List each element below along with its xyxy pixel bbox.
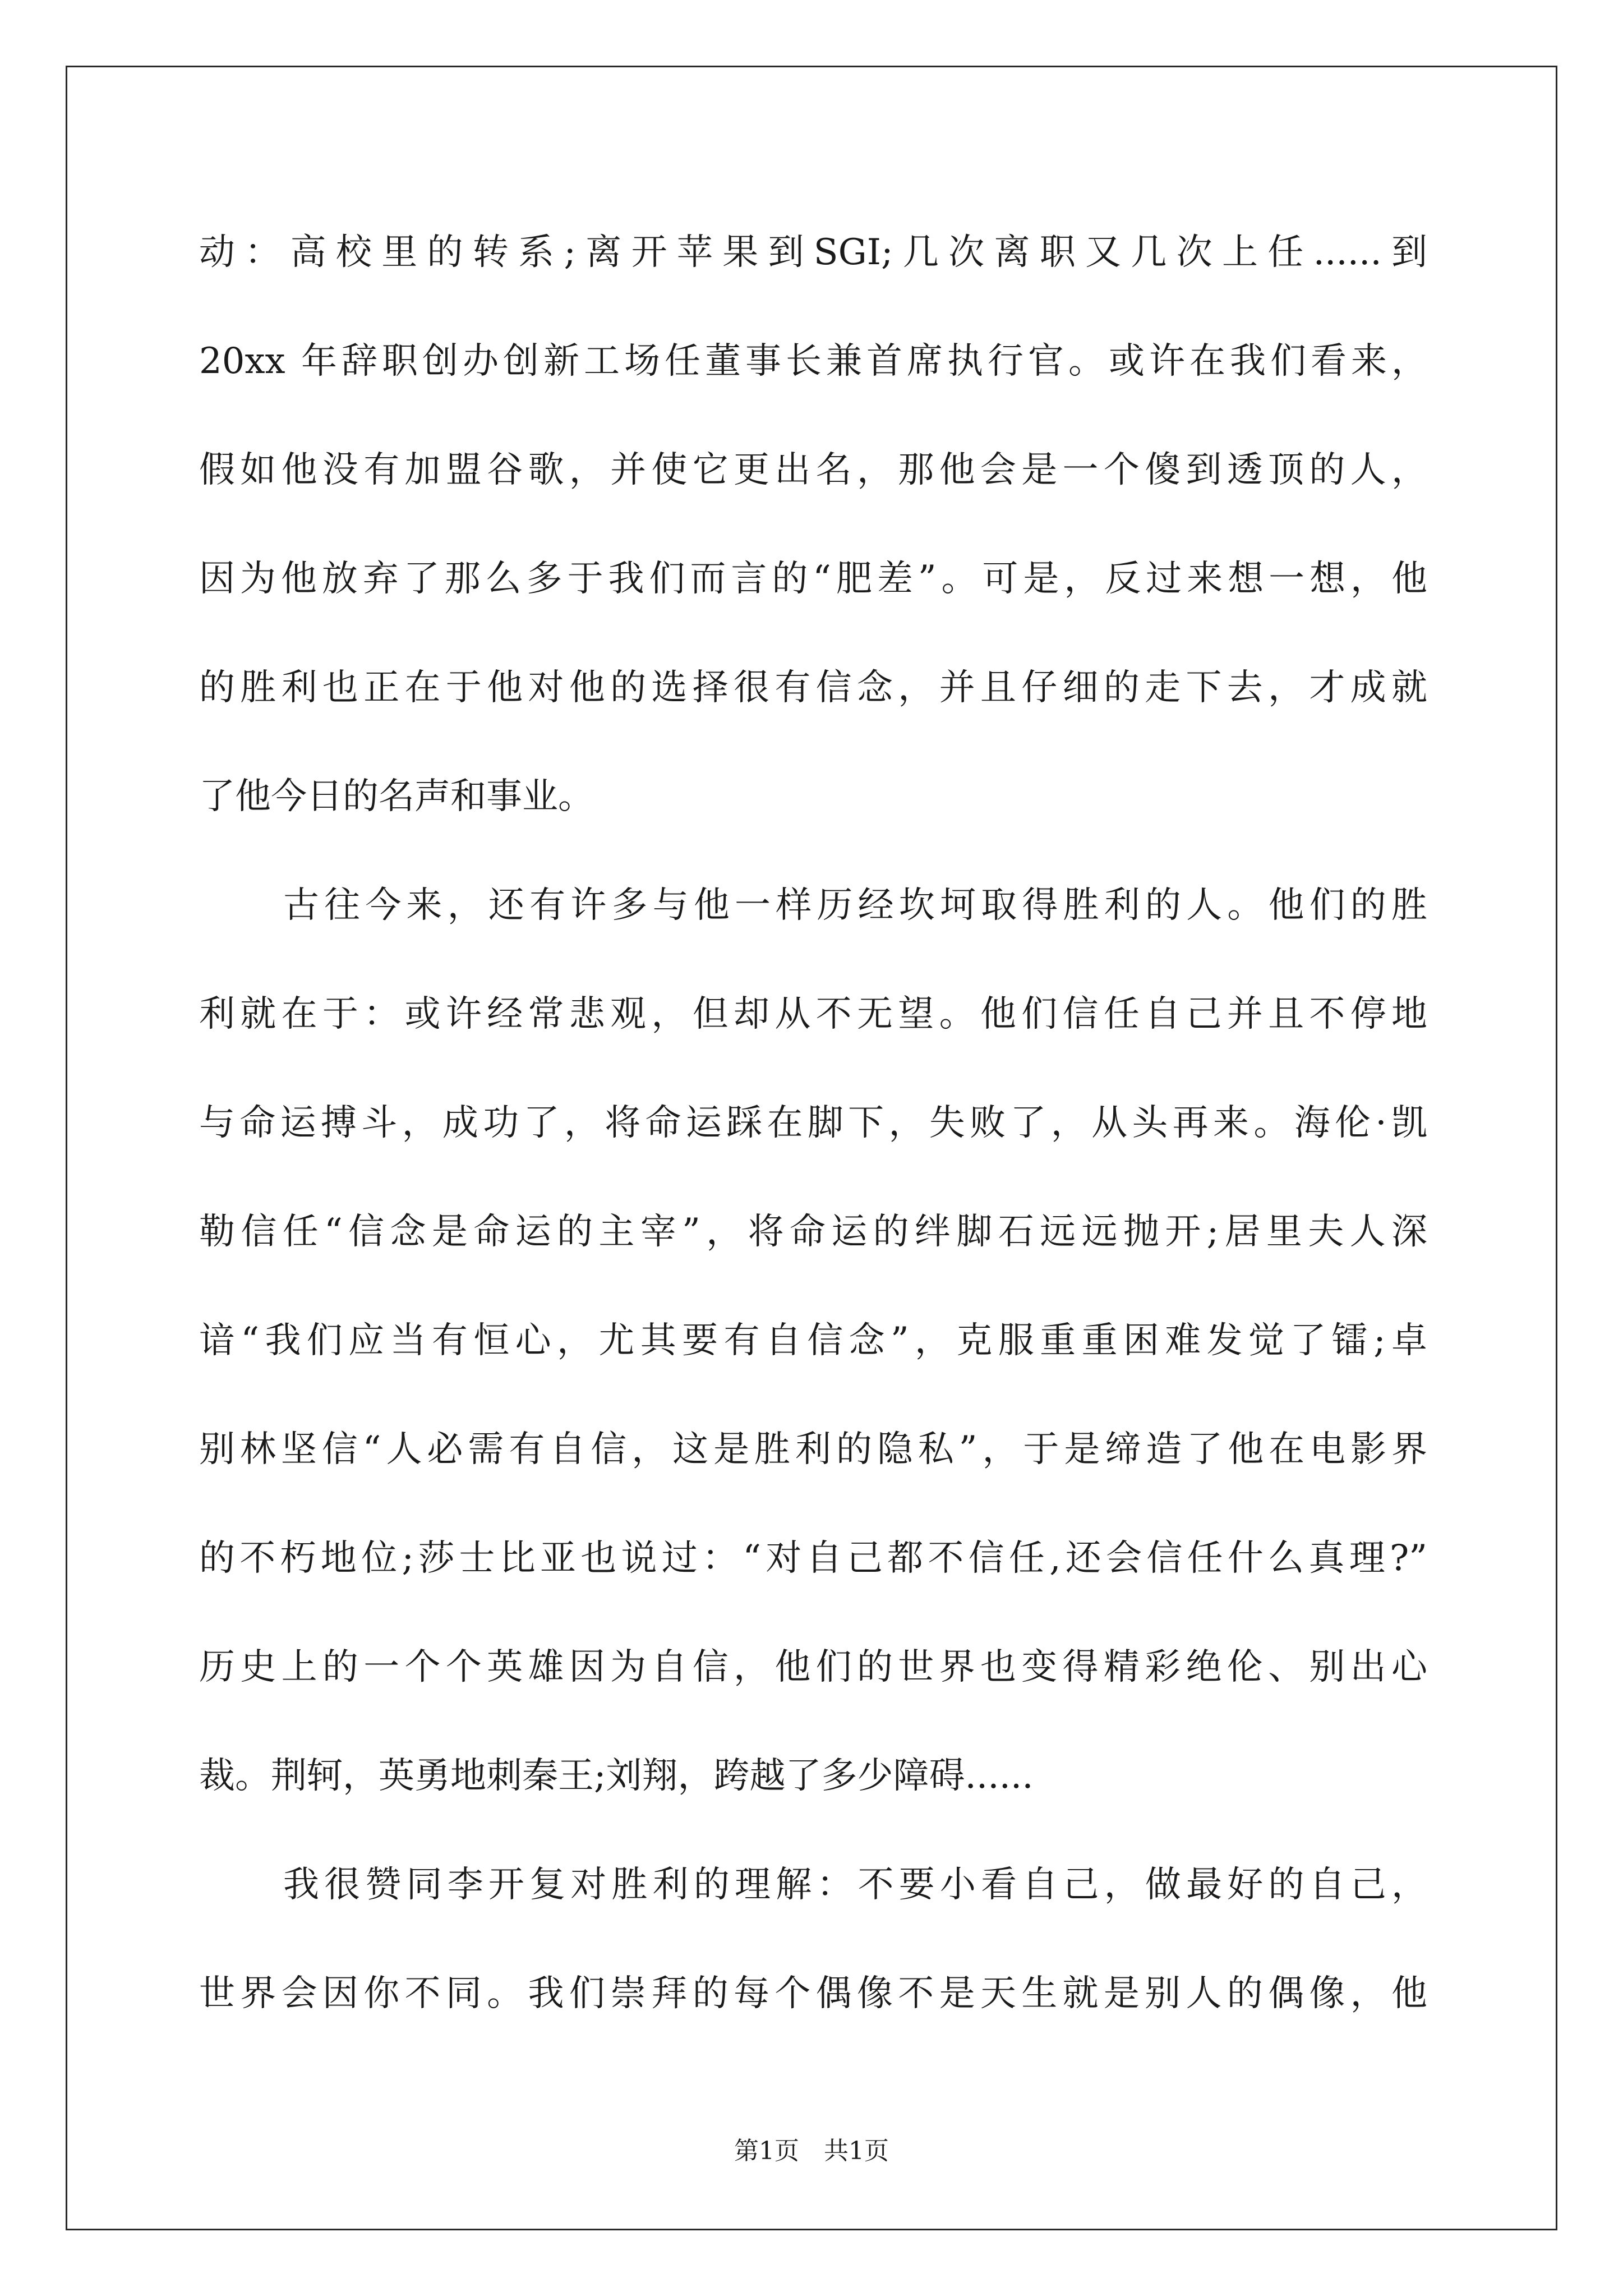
text-line: 的胜利也正在于他对他的选择很有信念，并且仔细的走下去，才成就 xyxy=(199,667,1427,708)
text-line: 我很赞同李开复对胜利的理解：不要小看自己，做最好的自己， xyxy=(283,1864,1427,1906)
document-body xyxy=(199,219,1427,2069)
text-line: 20xx 年辞职创办创新工场任董事长兼首席执行官。或许在我们看来， xyxy=(199,341,1427,382)
text-line: 与命运搏斗，成功了，将命运踩在脚下，失败了，从头再来。海伦·凯 xyxy=(199,1102,1427,1144)
text-line: 动：高校里的转系;离开苹果到SGI;几次离职又几次上任......到 xyxy=(199,232,1427,273)
text-line: 世界会因你不同。我们崇拜的每个偶像不是天生就是别人的偶像，他 xyxy=(199,1973,1427,2014)
text-line: 谙“我们应当有恒心，尤其要有自信念”，克服重重困难发觉了镭;卓 xyxy=(199,1320,1427,1361)
text-line: 裁。荆轲，英勇地刺秦王;刘翔，跨越了多少障碍...... xyxy=(199,1755,1034,1797)
text-line: 利就在于：或许经常悲观，但却从不无望。他们信任自己并且不停地 xyxy=(199,993,1427,1035)
text-line: 别林坚信“人必需有自信，这是胜利的隐私”，于是缔造了他在电影界 xyxy=(199,1429,1427,1470)
text-line: 假如他没有加盟谷歌，并使它更出名，那他会是一个傻到透顶的人， xyxy=(199,449,1427,491)
text-line: 古往今来，还有许多与他一样历经坎坷取得胜利的人。他们的胜 xyxy=(283,885,1427,926)
text-line: 历史上的一个个英雄因为自信，他们的世界也变得精彩绝伦、别出心 xyxy=(199,1646,1427,1688)
text-line: 的不朽地位;莎士比亚也说过：“对自己都不信任,还会信任什么真理?” xyxy=(199,1538,1427,1579)
text-line: 勒信任“信念是命运的主宰”，将命运的绊脚石远远抛开;居里夫人深 xyxy=(199,1211,1427,1253)
text-line: 了他今日的名声和事业。 xyxy=(199,776,594,817)
page-footer: 第1页 共1页 xyxy=(734,2137,889,2165)
text-line: 因为他放弃了那么多于我们而言的“肥差”。可是，反过来想一想，他 xyxy=(199,558,1427,600)
